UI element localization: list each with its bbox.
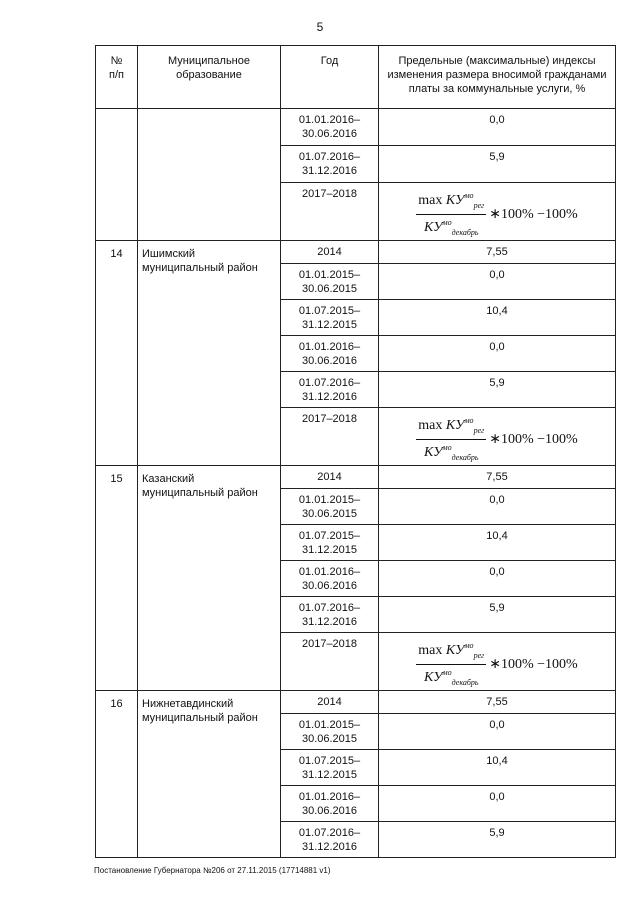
formula-sub-regi: рег bbox=[473, 651, 485, 660]
header-year: Год bbox=[281, 46, 379, 109]
formula-ku: КУ bbox=[423, 445, 443, 460]
index-value bbox=[379, 183, 616, 241]
table-row bbox=[96, 109, 616, 146]
year-period: 01.07.2015– 31.12.2015 bbox=[281, 750, 379, 786]
index-value: 10,4 bbox=[379, 750, 616, 786]
year-period: 2014 bbox=[281, 241, 379, 264]
index-value: 10,4 bbox=[379, 300, 616, 336]
formula-fraction bbox=[416, 414, 486, 465]
formula-sub-december: декабрь bbox=[451, 453, 479, 462]
row-number: 15 bbox=[96, 466, 138, 691]
index-value: 0,0 bbox=[379, 264, 616, 300]
formula-sup-mo: мо bbox=[442, 443, 452, 452]
formula-denominator bbox=[424, 665, 479, 690]
index-value: 0,0 bbox=[379, 786, 616, 822]
municipality-name: Нижнетавдинский муниципальный район bbox=[138, 691, 281, 858]
year-period: 2017–2018 bbox=[281, 633, 379, 691]
year-period: 2017–2018 bbox=[281, 408, 379, 466]
year-period: 01.01.2015– 30.06.2015 bbox=[281, 489, 379, 525]
index-value: 5,9 bbox=[379, 597, 616, 633]
formula-ku: КУ bbox=[445, 193, 465, 208]
formula-max: max bbox=[418, 643, 443, 658]
formula-sup-mo: мо bbox=[442, 218, 452, 227]
document-footer: Постановление Губернатора №206 от 27.11.2015 (17714881 v1) bbox=[94, 866, 331, 875]
index-value: 7,55 bbox=[379, 241, 616, 264]
index-value: 0,0 bbox=[379, 561, 616, 597]
header-municipality: Муниципальное образование bbox=[138, 46, 281, 109]
row-number: 14 bbox=[96, 241, 138, 466]
year-period: 01.07.2015– 31.12.2015 bbox=[281, 525, 379, 561]
year-period: 01.01.2016– 30.06.2016 bbox=[281, 561, 379, 597]
year-period: 2014 bbox=[281, 691, 379, 714]
year-period: 01.01.2015– 30.06.2015 bbox=[281, 714, 379, 750]
formula-fraction bbox=[416, 639, 486, 690]
formula-ku: КУ bbox=[423, 220, 443, 235]
index-value: 10,4 bbox=[379, 525, 616, 561]
table-row bbox=[96, 241, 616, 264]
year-period: 01.01.2016– 30.06.2016 bbox=[281, 336, 379, 372]
header-index: Предельные (максимальные) индексы изменения размера вносимой гражданами платы за коммунальные услуги, % bbox=[379, 46, 616, 109]
formula-denominator bbox=[424, 215, 479, 240]
header-number: № п/п bbox=[96, 46, 138, 109]
formula-rest: ∗100% −100% bbox=[489, 656, 578, 672]
index-value: 0,0 bbox=[379, 489, 616, 525]
index-formula bbox=[416, 639, 577, 690]
index-value: 7,55 bbox=[379, 691, 616, 714]
year-period: 01.01.2016– 30.06.2016 bbox=[281, 109, 379, 146]
index-formula bbox=[416, 189, 577, 240]
formula-numerator bbox=[416, 189, 486, 215]
year-period: 2017–2018 bbox=[281, 183, 379, 241]
municipality-name: Ишимский муниципальный район bbox=[138, 241, 281, 466]
formula-ku: КУ bbox=[445, 418, 465, 433]
formula-sup-mo: мо bbox=[464, 416, 474, 425]
year-period: 01.07.2015– 31.12.2015 bbox=[281, 300, 379, 336]
table-row bbox=[96, 466, 616, 489]
year-period: 01.01.2015– 30.06.2015 bbox=[281, 264, 379, 300]
formula-sub-december: декабрь bbox=[451, 678, 479, 687]
formula-rest: ∗100% −100% bbox=[489, 206, 578, 222]
index-value: 0,0 bbox=[379, 714, 616, 750]
year-period: 2014 bbox=[281, 466, 379, 489]
formula-sub-regi: рег bbox=[473, 201, 485, 210]
index-value: 7,55 bbox=[379, 466, 616, 489]
formula-denominator bbox=[424, 440, 479, 465]
formula-sub-regi: рег bbox=[473, 426, 485, 435]
index-value bbox=[379, 633, 616, 691]
formula-numerator bbox=[416, 639, 486, 665]
page-number: 5 bbox=[316, 20, 324, 34]
year-period: 01.01.2016– 30.06.2016 bbox=[281, 786, 379, 822]
tariff-index-table bbox=[95, 45, 616, 858]
formula-max: max bbox=[418, 193, 443, 208]
index-value: 5,9 bbox=[379, 372, 616, 408]
municipality-name: Казанский муниципальный район bbox=[138, 466, 281, 691]
formula-sup-mo: мо bbox=[442, 668, 452, 677]
formula-fraction bbox=[416, 189, 486, 240]
index-value: 0,0 bbox=[379, 336, 616, 372]
formula-rest: ∗100% −100% bbox=[489, 431, 578, 447]
table-header-row bbox=[96, 46, 616, 109]
row-number bbox=[96, 109, 138, 241]
formula-numerator bbox=[416, 414, 486, 440]
formula-max: max bbox=[418, 418, 443, 433]
index-value bbox=[379, 408, 616, 466]
year-period: 01.07.2016– 31.12.2016 bbox=[281, 372, 379, 408]
formula-sup-mo: мо bbox=[464, 191, 474, 200]
municipality-name bbox=[138, 109, 281, 241]
formula-sub-december: декабрь bbox=[451, 228, 479, 237]
index-value: 5,9 bbox=[379, 822, 616, 858]
year-period: 01.07.2016– 31.12.2016 bbox=[281, 146, 379, 183]
formula-ku: КУ bbox=[445, 643, 465, 658]
year-period: 01.07.2016– 31.12.2016 bbox=[281, 822, 379, 858]
index-value: 5,9 bbox=[379, 146, 616, 183]
index-value: 0,0 bbox=[379, 109, 616, 146]
table-row bbox=[96, 691, 616, 714]
year-period: 01.07.2016– 31.12.2016 bbox=[281, 597, 379, 633]
table-body bbox=[96, 109, 616, 858]
formula-sup-mo: мо bbox=[464, 641, 474, 650]
index-formula bbox=[416, 414, 577, 465]
formula-ku: КУ bbox=[423, 670, 443, 685]
row-number: 16 bbox=[96, 691, 138, 858]
